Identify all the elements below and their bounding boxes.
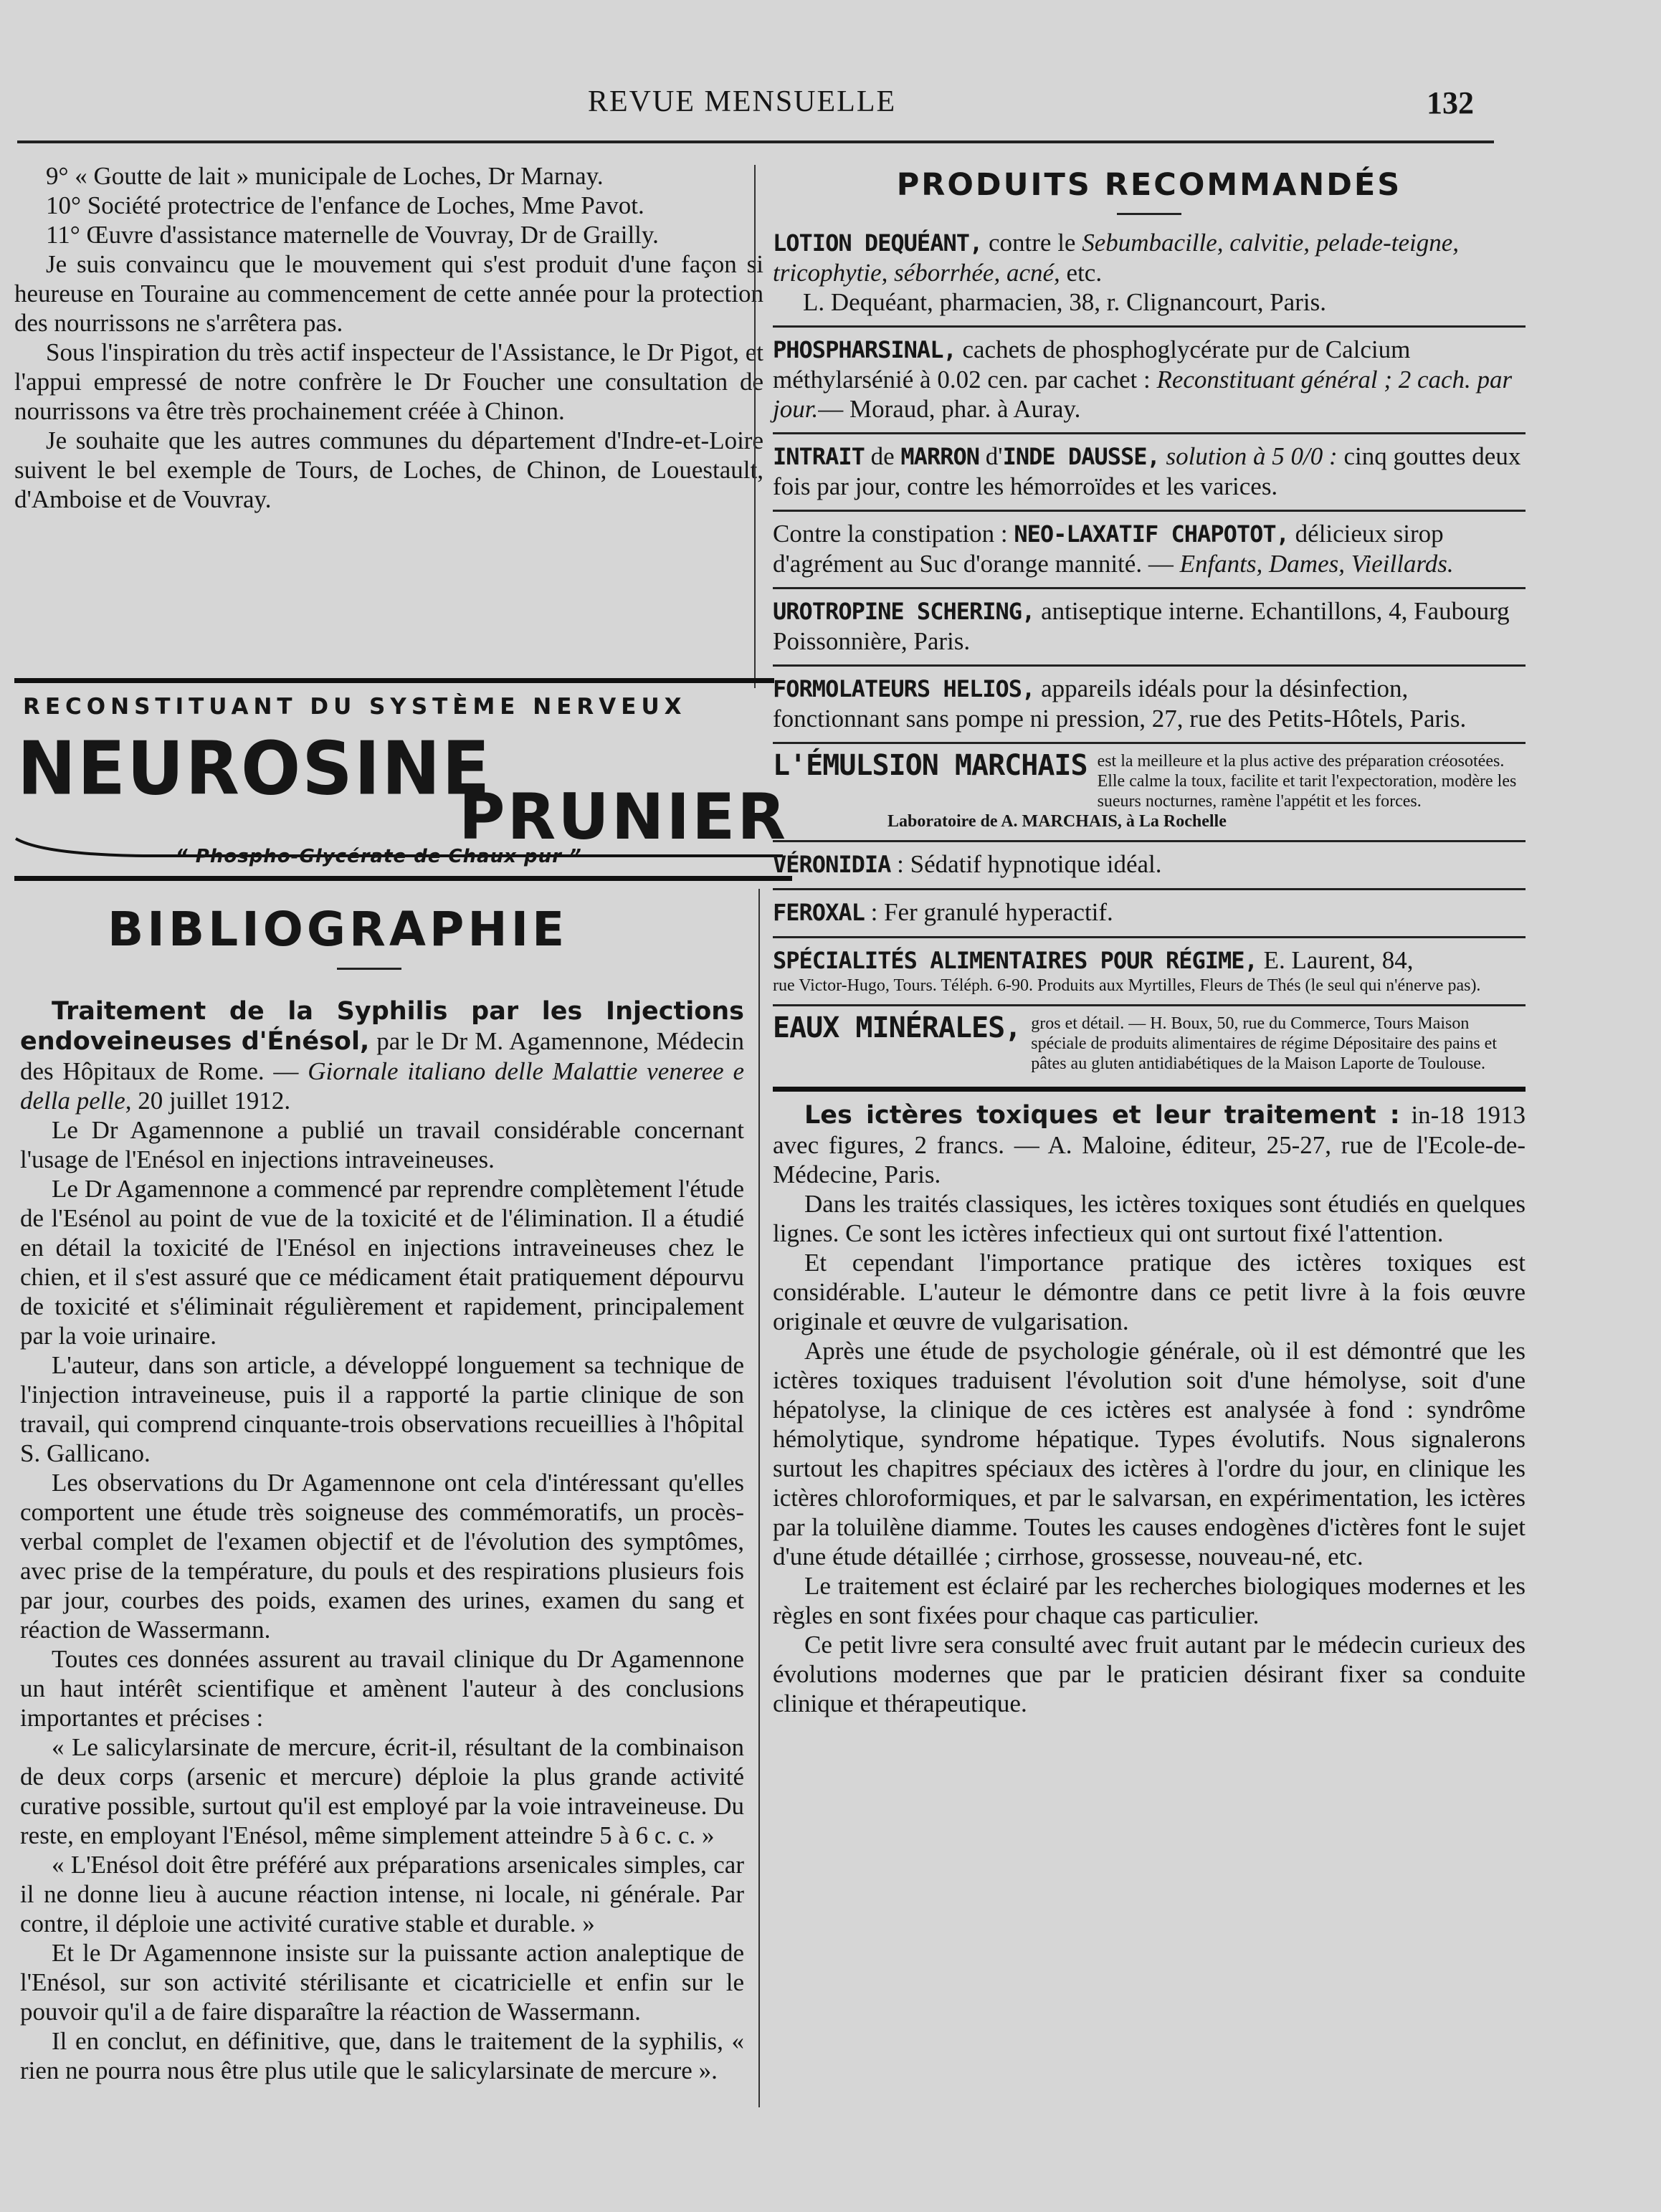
review-heading [20,996,744,1115]
product-item: SPÉCIALITÉS ALIMENTAIRES POUR RÉGIME, E. Laurent, 84, rue Victor-Hugo, Tours. Téléph. 6-90. Produits aux Myrtilles, Fleurs de Thés (le seul qui n'énerve pas). [773,938,1526,1006]
product-item: PHOSPHARSINAL, cachets de phosphoglycérate pur de Calcium méthylarsénié à 0.02 cen. par cachet : Reconstituant général ; 2 cach. par jour.— Moraud, phar. à Auray. [773,328,1526,434]
product-item: EAUX MINÉRALES, gros et détail. — H. Boux, 50, rue du Commerce, Tours Maison spéciale de produits alimentaires de régime Dépositaire des pains et pâtes au gluten antidiabétiques de la Maison Laporte de Toulouse. [773,1011,1498,1073]
advert-brand-neurosine: NEUROSINE [17,726,492,812]
paragraph: 11° Œuvre d'assistance maternelle de Vouvray, Dr de Grailly. [46,221,659,249]
paragraph: L'auteur, dans son article, a développé longuement sa technique de l'injection intraveineuse, puis il a rapporté la partie clinique de son travail, qui comprend cinquante-trois observations recueillies à l'hôpital S. Gallicano. [20,1351,744,1467]
product-name: L'ÉMULSION MARCHAIS [773,749,1087,782]
paragraph: 10° Société protectrice de l'enfance de Loches, Mme Pavot. [46,191,644,219]
neurosine-advert [14,674,788,889]
advert-rule [14,876,792,881]
paragraph: Dans les traités classiques, les ictères toxiques sont étudiés en quelques lignes. Ce sont les ictères infectieux qui ont surtout fixé l'attention. [773,1190,1526,1247]
header-rule [17,140,1494,143]
paragraph: « L'Enésol doit être préféré aux préparations arsenicales simples, car il ne donne lieu à aucune réaction intense, ni locale, ni générale. Par contre, il déploie une activité curative stable et durable. » [20,1851,744,1937]
review-journal: Giornale italiano delle Malattie veneree e della pelle, [20,1057,744,1115]
paragraph: 9° « Goutte de lait » municipale de Loches, Dr Marnay. [46,162,604,190]
paragraph: Et cependant l'importance pratique des ictères toxiques est considérable. L'auteur le démontre dans ce petit livre à la fois œuvre originale et œuvre de vulgarisation. [773,1249,1526,1335]
paragraph: Je suis convaincu que le mouvement qui s'est produit d'une façon si heureuse en Touraine au commencement de cette année pour la protection des nourrissons ne s'arrêtera pas. [14,250,763,337]
review-title: Les ictères toxiques et leur traitement : [804,1101,1400,1130]
review-authors: par le Dr M. Agamennone, Médecin des Hôpitaux de Rome. — [20,1027,745,1085]
bibliographie-column [20,996,744,2085]
advert-subtitle: “ Phospho-Glycérate de Chaux pur ” [176,846,582,867]
review-title: Traitement de la Syphilis par les Injections endoveineuses d'Énésol, [20,997,744,1056]
product-item: FORMOLATEURS HELIOS, appareils idéals pour la désinfection, fonctionnant sans pompe ni pression, 27, rue des Petits-Hôtels, Paris. [773,667,1526,744]
product-name: FORMOLATEURS HELIOS, [773,675,1035,702]
product-item: VÉRONIDIA : Sédatif hypnotique idéal. [773,842,1526,890]
paragraph: « Le salicylarsinate de mercure, écrit-il, résultant de la combinaison de deux corps (arsenic et mercure) déploie la plus grande activité curative possible, surtout qu'il est employé par la voie intraveineuse. Du reste, en employant l'Enésol, même simplement atteindre 5 à 6 c. c. » [20,1733,744,1849]
paragraph: Je souhaite que les autres communes du département d'Indre-et-Loire suivent le bel exemple de Tours, de Loches, de Chinon, de Louestault, d'Amboise et de Vouvray. [14,426,763,513]
product-name: VÉRONIDIA [773,851,891,878]
paragraph: Après une étude de psychologie générale, où il est démontré que les ictères toxiques traduisent l'évolution soit d'une hémolyse, soit d'une hépatolyse, la clinique de ces ictères est analysée à fond : syndrôme hémolytique, syndrome hépatique. Types évolutifs. Nous signalerons surtout les chapitres spéciaux des ictères à l'ordre du jour, en clinique les ictères chloroformiques, et par le salvarsan, en expérimentation, les ictères par la toluilène diamme. Toutes les causes endogènes d'ictères font le sujet d'une étude détaillée ; cirrhose, grossesse, nouveau-né, etc. [773,1337,1526,1570]
bibliographie-title: BIBLIOGRAPHIE [108,902,568,957]
paragraph: Ce petit livre sera consulté avec fruit autant par le médecin curieux des évolutions modernes que par le praticien désirant fixer sa conduite clinique et thérapeutique. [773,1631,1526,1717]
produits-title: PRODUITS RECOMMANDÉS [896,167,1402,203]
advert-brand-prunier: PRUNIER [459,780,788,854]
review-date: 20 juillet 1912. [131,1087,291,1115]
product-name: PHOSPHARSINAL, [773,336,956,363]
advert-tagline: RECONSTITUANT DU SYSTÈME NERVEUX [23,694,687,720]
product-name: EAUX MINÉRALES, [773,1011,1022,1044]
product-name: NEO-LAXATIF CHAPOTOT, [1014,520,1289,548]
product-item: UROTROPINE SCHERING, antiseptique interne. Echantillons, 4, Faubourg Poissonnière, Paris. [773,589,1526,667]
journal-title: REVUE MENSUELLE [588,85,897,118]
review-heading: Les ictères toxiques et leur traitement : in-18 1913 avec figures, 2 francs. — A. Maloine, éditeur, 25-27, rue de l'Ecole-de-Médecine, Paris. [773,1101,1526,1188]
title-rule [337,968,401,970]
left-column-top [14,161,763,514]
column-divider [754,165,756,688]
product-item: FEROXAL : Fer granulé hyperactif. [773,890,1526,938]
product-name: INTRAIT [773,443,865,470]
paragraph: Toutes ces données assurent au travail clinique du Dr Agamennone un haut intérêt scientifique et amènent l'auteur à des conclusions importantes et précises : [20,1645,744,1732]
right-column [773,161,1526,1718]
paragraph: Et le Dr Agamennone insiste sur la puissante action analeptique de l'Enésol, sur son activité stérilisante et cicatricielle et enfin sur le pouvoir qu'il a de faire disparaître la réaction de Wassermann. [20,1939,744,2026]
product-item: LOTION DEQUÉANT, contre le Sebumbacille, calvitie, pelade-teigne, tricophytie, séborrhée, acné, etc. L. Dequéant, pharmacien, 38, r. Clignancourt, Paris. [773,221,1526,328]
product-name: UROTROPINE SCHERING, [773,598,1035,625]
paragraph: Les observations du Dr Agamennone ont cela d'intéressant qu'elles comportent une étude très soigneuse des commémoratifs, un procès-verbal complet de l'examen objectif et de l'évolution des symptômes, avec prise de la température, du pouls et des respirations plusieurs fois par jour, courbes des poids, examen des urines, examen du sang et réaction de Wassermann. [20,1469,744,1644]
paragraph: Le Dr Agamennone a publié un travail considérable concernant l'usage de l'Enésol en injections intraveineuses. [20,1116,744,1173]
page-number: 132 [1427,85,1474,120]
product-name: FEROXAL [773,899,865,926]
title-rule [1117,213,1181,215]
paragraph: Le Dr Agamennone a commencé par reprendre complètement l'étude de l'Esénol au point de vue de la toxicité et de l'élimination. Il a étudié en détail la toxicité de l'Enésol en injections intraveineuses chez le chien, et il s'est assuré que ce médicament était pratiquement dépourvu de toxicité et s'éliminait régulièrement et rapidement, principalement par la voie urinaire. [20,1175,744,1350]
product-item: L'ÉMULSION MARCHAIS est la meilleure et la plus active des préparation créosotées. Elle calme la toux, facilite et tarit l'expectoration, modère les sueurs nocturnes, ramène l'appétit et les forces. Laboratoire de A. MARCHAIS, à La Rochelle [773,744,1526,842]
paragraph: Le traitement est éclairé par les recherches biologiques modernes et les règles en sont fixées pour chaque cas particulier. [773,1572,1526,1629]
page-header [0,85,1661,142]
product-name: LOTION DEQUÉANT, [773,229,983,257]
product-item: INTRAIT de MARRON d'INDE DAUSSE, solution à 5 0/0 : cinq gouttes deux fois par jour, contre les hémorroïdes et les varices. [773,434,1526,512]
paragraph: Il en conclut, en définitive, que, dans le traitement de la syphilis, « rien ne pourra nous être plus utile que le salicylarsinate de mercure ». [20,2027,744,2084]
section-rule [773,1087,1526,1092]
product-name: SPÉCIALITÉS ALIMENTAIRES POUR RÉGIME, [773,947,1257,974]
product-item: Contre la constipation : NEO-LAXATIF CHAPOTOT, délicieux sirop d'agrément au Suc d'orange mannité. — Enfants, Dames, Vieillards. [773,512,1526,589]
advert-rule [14,678,774,683]
column-divider [758,889,760,2107]
paragraph: Sous l'inspiration du très actif inspecteur de l'Assistance, le Dr Pigot, et l'appui empressé de notre confrère le Dr Foucher une consultation de nourrissons va être très prochainement créée à Chinon. [14,338,763,425]
